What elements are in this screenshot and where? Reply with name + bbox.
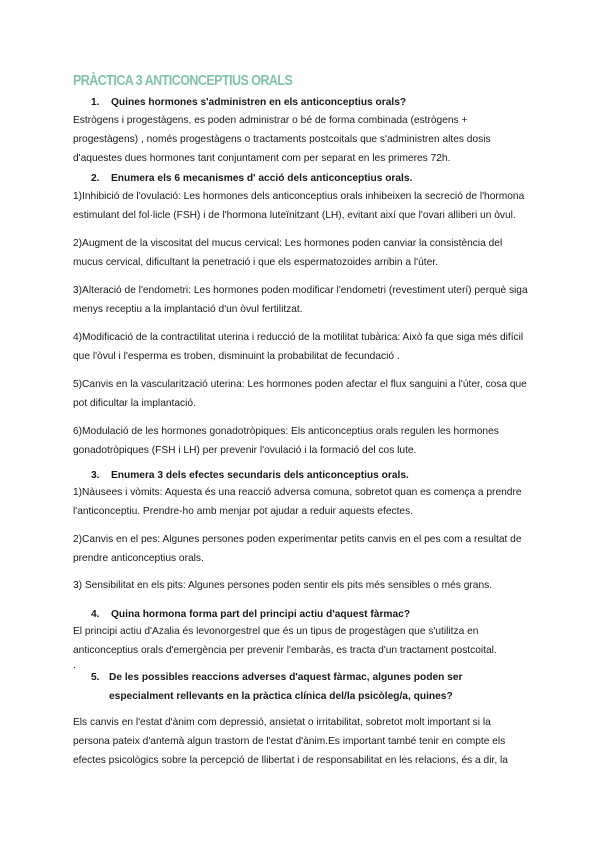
answer-5: Els canvis en l'estat d'ànim com depressió, ansietat o irritabilitat, sobretot molt important si la persona pateix d'antemà algun trastorn de l'estat d'ànim.Es important també tenir en compte els efectes psicològics sobre la percepció de llibertat i de responsabilitat en les relacions, és a dir, la: [73, 717, 508, 766]
question-3: [91, 470, 409, 481]
document-title: PRÀCTICA 3 ANTICONCEPTIUS ORALS: [73, 73, 293, 89]
question-1: [91, 97, 406, 108]
side-effect-1: 1)Nàusees i vòmits: Aquesta és una reacció adversa comuna, sobretot quan es comença a prendre l'anticonceptiu. Prendre-ho amb menjar pot ajudar a reduir aquests efectes.: [73, 487, 522, 517]
question-text: De les possibles reaccions adverses d'aquest fàrmac, algunes poden ser especialment rellevants en la pràctica clínica del/la psicòleg/a, quines?: [109, 672, 463, 702]
question-text: Quina hormona forma part del principi actiu d'aquest fàrmac?: [111, 609, 411, 620]
question-4: [91, 609, 410, 620]
question-text: Enumera els 6 mecanismes d' acció dels anticonceptius orals.: [111, 173, 413, 184]
answer-4: El principi actiu d'Azalia és levonorgestrel que és un tipus de progestàgen que s'utilitza en anticonceptius orals d'emergència per prevenir l'embaràs, es tracta d'un tractament postcoital.: [73, 626, 497, 656]
answer-1: Estrògens i progestàgens, es poden administrar o bé de forma combinada (estrògens + progestàgens) , només progestàgens o tractaments postcoitals que s'administren altes dosis d'aquestes dues hormones tant conjuntament com per separat en les primeres 72h.: [73, 115, 491, 164]
mechanism-3: 3)Alteració de l'endometri: Les hormones poden modificar l'endometri (revestiment uterí) perquè siga menys receptiu a la implantació d'un òvul fertilitzat.: [73, 285, 528, 315]
question-text: Quines hormones s'administren en els anticonceptius orals?: [111, 97, 407, 108]
question-text: Enumera 3 dels efectes secundaris dels anticonceptius orals.: [111, 470, 409, 481]
question-number: 4.: [91, 609, 100, 620]
mechanism-4: 4)Modificació de la contractilitat uterina i reducció de la motilitat tubàrica: Això fa que siga més difícil que l'òvul i l'esperma es troben, disminuint la probabilitat de fecundació .: [73, 332, 524, 362]
mechanism-6: 6)Modulació de les hormones gonadotròpiques: Els anticonceptius orals regulen les hormones gonadotròpiques (FSH i LH) per prevenir l'ovulació i la formació del cos lute.: [73, 426, 499, 456]
stray-dot: .: [73, 660, 76, 671]
question-2: [91, 173, 412, 184]
side-effect-2: 2)Canvis en el pes: Algunes persones poden experimentar petits canvis en el pes com a resultat de prendre anticonceptius orals.: [73, 534, 522, 564]
question-number: 1.: [91, 97, 100, 108]
question-5: [91, 668, 509, 706]
mechanism-2: 2)Augment de la viscositat del mucus cervical: Les hormones poden canviar la consistència del mucus cervical, dificultant la penetració i que els espermatozoides arribin a l'úter.: [73, 238, 503, 268]
question-number: 2.: [91, 173, 100, 184]
question-number: 3.: [91, 470, 100, 481]
question-number: 5.: [91, 672, 100, 683]
mechanism-5: 5)Canvis en la vascularització uterina: Les hormones poden afectar el flux sanguini a l'úter, cosa que pot dificultar la implantació.: [73, 379, 527, 409]
mechanism-1: 1)Inhibició de l'ovulació: Les hormones dels anticonceptius orals inhibeixen la secreció de l'hormona estimulant del fol·licle (FSH) i de l'hormona luteïnitzant (LH), evitant així que l'ovari alliberi un òvul.: [73, 191, 525, 221]
side-effect-3: 3) Sensibilitat en els pits: Algunes persones poden sentir els pits més sensibles o més grans.: [73, 580, 493, 591]
